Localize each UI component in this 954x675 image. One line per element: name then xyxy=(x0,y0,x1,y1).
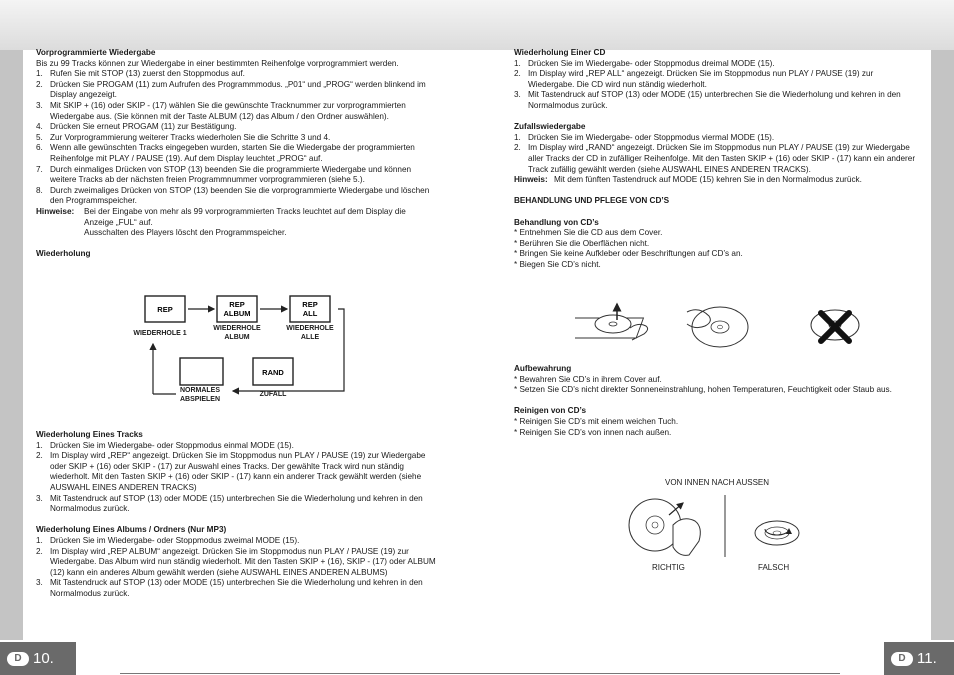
page-number-right xyxy=(884,642,954,675)
page-number-left xyxy=(0,642,76,675)
section-title-repeat-cd: Wiederholung Einer CD xyxy=(514,48,606,57)
section-title-care: BEHANDLUNG UND PFLEGE VON CD’S xyxy=(514,196,670,206)
list-item-text: Zur Vorprogrammierung weiterer Tracks wiederholen Sie die Schritte 3 und 4. xyxy=(50,132,331,142)
list-item-text: Mit Tastendruck auf STOP (13) oder MODE (15) unterbrechen Sie die Wiederholung und kehren in den Normalmodus zurück. xyxy=(50,578,423,598)
programmed-intro: Bis zu 99 Tracks können zur Wiedergabe in einer bestimmten Reihenfolge vorprogrammiert werden. xyxy=(36,58,399,68)
box-rep-album-text-1: REP xyxy=(229,300,245,309)
list-item-number: 2. xyxy=(36,451,43,461)
repeat-album-steps xyxy=(36,536,436,600)
list-item-text: Mit Tastendruck auf STOP (13) oder MODE (15) unterbrechen Sie die Wiederholung und kehren in den Normalmodus zurück. xyxy=(528,90,901,110)
section-title-handling: Behandlung von CD’s xyxy=(514,217,599,227)
list-item-text: Drücken Sie im Wiedergabe- oder Stoppmodus viermal MODE (15). xyxy=(528,132,775,142)
box-rep-album-text-2: ALBUM xyxy=(223,309,251,318)
list-item xyxy=(514,90,918,111)
list-item-number: 6. xyxy=(36,143,43,153)
wrong-cleaning-illustration xyxy=(755,521,799,545)
cd-removal-illustration xyxy=(575,304,648,340)
list-item-text: Drücken Sie im Wiedergabe- oder Stoppmodus dreimal MODE (15). xyxy=(528,58,775,68)
list-item-number: 5. xyxy=(36,132,43,142)
bullet-item: * Bringen Sie keine Aufkleber oder Beschriftungen auf CD’s an. xyxy=(514,249,743,259)
list-item-number: 3. xyxy=(36,100,43,110)
box-rep-all-text-1: REP xyxy=(302,300,318,309)
section-title-repeat-track: Wiederholung Eines Tracks xyxy=(36,430,143,439)
language-badge-left: D xyxy=(7,652,29,666)
label-repeat-album: WIEDERHOLE ALBUM xyxy=(213,325,261,341)
list-item xyxy=(36,69,436,80)
list-item xyxy=(514,143,918,175)
list-item xyxy=(36,186,436,207)
list-item-text: Im Display wird „REP“ angezeigt. Drücken Sie im Stoppmodus nun PLAY / PAUSE (19) zur Wiedergabe oder SKIP + (16) oder SKIP - (17) zur Auswahl eines Tracks. Der gewählte Track wird nun ständig wiederholt. Mit den Tasten SKIP + (16) oder SKIP - (17) kann ein anderer Track gewählt werden (siehe AUSWAHL EINES ANDEREN TRACKS) xyxy=(50,451,426,492)
list-item-text: Drücken Sie erneut PROGAM (11) zur Bestätigung. xyxy=(50,122,237,132)
label-wrong: FALSCH xyxy=(758,563,790,572)
label-repeat-1: WIEDERHOLE 1 xyxy=(133,330,187,337)
list-item-text: Drücken Sie im Wiedergabe- oder Stoppmodus zweimal MODE (15). xyxy=(50,535,300,545)
header-bar xyxy=(0,0,954,50)
programmed-steps xyxy=(36,69,436,207)
list-item-text: Drücken Sie PROGAM (11) zum Aufrufen des Programmmodus. „P01“ und „PROG“ werden blinkend im Display angezeigt. xyxy=(50,79,426,100)
list-item xyxy=(514,133,918,144)
note-text-2: Ausschalten des Players löscht den Programmspeicher. xyxy=(84,228,287,238)
bullet-item: * Bewahren Sie CD’s in ihrem Cover auf. xyxy=(514,374,662,384)
list-item-number: 2. xyxy=(514,143,521,153)
list-item xyxy=(514,59,918,70)
list-item xyxy=(36,101,436,122)
list-item xyxy=(36,441,436,452)
list-item-number: 1. xyxy=(36,535,43,545)
cd-hold-illustration xyxy=(687,307,748,347)
list-item-number: 7. xyxy=(36,164,43,174)
note-label-random: Hinweis: xyxy=(514,175,548,185)
list-item-number: 2. xyxy=(514,69,521,79)
list-item-number: 1. xyxy=(36,69,43,79)
bullet-item: * Biegen Sie CD’s nicht. xyxy=(514,259,601,269)
list-item-text: Wenn alle gewünschten Tracks eingegeben wurden, starten Sie die Wiedergabe der programmierten Reihenfolge mit PLAY / PAUSE (19). Auf dem Display leuchtet „PROG“ auf. xyxy=(50,143,415,163)
bullet-item: * Reinigen Sie CD’s von innen nach außen. xyxy=(514,427,672,437)
list-item-number: 1. xyxy=(514,132,521,142)
cd-do-not-bend-illustration xyxy=(811,310,859,341)
list-item-text: Im Display wird „REP ALBUM“ angezeigt. Drücken Sie im Stoppmodus nun PLAY / PAUSE (19) zur Wiedergabe. Das Album wird nun ständig wiederholt. Mit den Tasten SKIP + (16), SKIP - (17) oder ALBUM (12) kann ein anderes Album gewählt werden (siehe AUSWAHL EINES ANDEREN ALBUMS) xyxy=(50,546,436,577)
left-column-top xyxy=(36,48,436,260)
repeat-track-steps xyxy=(36,441,436,515)
section-title-programmed: Vorprogrammierte Wiedergabe xyxy=(36,48,156,57)
list-item xyxy=(36,536,436,547)
right-margin-bar xyxy=(931,50,954,640)
random-steps xyxy=(514,133,918,175)
list-item-number: 4. xyxy=(36,122,43,132)
note-text-1: Bei der Eingabe von mehr als 99 vorprogrammierten Tracks leuchtet auf dem Display die Anzeige „FUL“ auf. xyxy=(84,206,406,227)
repeat-cd-steps xyxy=(514,59,918,112)
section-title-repeat: Wiederholung xyxy=(36,249,91,259)
list-item-text: Rufen Sie mit STOP (13) zuerst den Stoppmodus auf. xyxy=(50,69,245,79)
page-number-left-text: 10. xyxy=(33,650,54,667)
list-item xyxy=(36,494,436,515)
programmed-note xyxy=(36,207,436,228)
list-item-text: Mit SKIP + (16) oder SKIP - (17) wählen Sie die gewünschte Tracknummer zur vorprogrammierten Wiedergabe aus. (Sie können mit der Taste ALBUM (12) das Album / den Ordner auswählen). xyxy=(50,100,406,121)
note-text-random: Mit dem fünften Tastendruck auf MODE (15) kehren Sie in den Normalmodus zurück. xyxy=(554,175,862,185)
bullet-item: * Reinigen Sie CD’s mit einem weichen Tuch. xyxy=(514,416,679,426)
list-item-text: Im Display wird „REP ALL“ angezeigt. Drücken Sie im Stoppmodus nun PLAY / PAUSE (19) zur Wiedergabe. Die CD wird nun ständig wiederholt. xyxy=(528,69,874,89)
list-item-text: Durch einmaliges Drücken von STOP (13) beenden Sie die programmierte Wiedergabe und können weitere Tracks ab der nächsten freien Programmnummer vorprogrammieren (siehe 5.). xyxy=(50,164,412,185)
box-rep-text: REP xyxy=(157,305,173,314)
cd-handling-illustrations xyxy=(575,300,865,355)
list-item-number: 3. xyxy=(36,578,43,588)
list-item xyxy=(36,547,436,579)
list-item xyxy=(36,122,436,133)
list-item-number: 2. xyxy=(36,79,43,89)
cd-cleaning-illustration xyxy=(625,493,805,558)
label-random: ZUFALL xyxy=(259,391,287,398)
list-item xyxy=(36,80,436,101)
list-item-number: 2. xyxy=(36,546,43,556)
list-item xyxy=(36,578,436,599)
left-margin-bar xyxy=(0,50,23,640)
section-title-random: Zufallswiedergabe xyxy=(514,122,586,132)
note-label: Hinweise: xyxy=(36,206,75,216)
list-item xyxy=(514,69,918,90)
list-item-text: Durch zweimaliges Drücken von STOP (13) beenden Sie die vorprogrammierte Wiedergabe und löschen den Programmspeicher. xyxy=(50,185,430,206)
bullet-item: * Berühren Sie die Oberflächen nicht. xyxy=(514,238,650,248)
list-item xyxy=(36,143,436,164)
list-item-number: 8. xyxy=(36,185,43,195)
storage-list xyxy=(514,375,918,396)
label-normal-play: NORMALES ABSPIELEN xyxy=(179,387,221,403)
footer-rule xyxy=(120,673,840,674)
cleaning-list xyxy=(514,417,918,438)
list-item-text: Mit Tastendruck auf STOP (13) oder MODE (15) unterbrechen Sie die Wiederholung und kehren in den Normalmodus zurück. xyxy=(50,493,423,514)
display-box-normal xyxy=(180,358,223,385)
box-rand-text: RAND xyxy=(262,368,284,377)
box-rep-all-text-2: ALL xyxy=(302,309,318,318)
bullet-item: * Entnehmen Sie die CD aus dem Cover. xyxy=(514,228,663,238)
clean-caption: VON INNEN NACH AUSSEN xyxy=(665,478,770,487)
label-correct: RICHTIG xyxy=(652,563,685,572)
section-title-repeat-album: Wiederholung Eines Albums / Ordners (Nur MP3) xyxy=(36,525,227,535)
right-column-top xyxy=(514,48,918,270)
bullet-item: * Setzen Sie CD’s nicht direkter Sonneneinstrahlung, hohen Temperaturen, Feuchtigkeit oder Staub aus. xyxy=(514,385,892,395)
list-item-number: 3. xyxy=(514,90,521,100)
correct-cleaning-illustration xyxy=(629,499,700,555)
list-item-number: 1. xyxy=(36,440,43,450)
list-item-number: 3. xyxy=(36,493,43,503)
list-item xyxy=(36,451,436,493)
language-badge-right: D xyxy=(891,652,913,666)
section-title-cleaning: Reinigen von CD’s xyxy=(514,406,587,416)
list-item xyxy=(36,165,436,186)
label-repeat-all: WIEDERHOLE ALLE xyxy=(286,325,334,341)
repeat-mode-diagram xyxy=(110,292,350,407)
handling-list xyxy=(514,228,918,270)
list-item-text: Drücken Sie im Wiedergabe- oder Stoppmodus einmal MODE (15). xyxy=(50,440,294,450)
list-item xyxy=(36,133,436,144)
left-column-bottom xyxy=(36,430,436,600)
section-title-storage: Aufbewahrung xyxy=(514,364,572,373)
page-number-right-text: 11. xyxy=(917,650,937,667)
random-note xyxy=(514,175,918,186)
right-column-bottom xyxy=(514,364,918,438)
list-item-text: Im Display wird „RAND“ angezeigt. Drücken Sie im Stoppmodus nun PLAY / PAUSE (19) zur Wiedergabe aller Tracks der CD in zufälliger Reihenfolge. Mit den Tasten SKIP + (16) oder SKIP - (17) kann ein anderer Track zufällig gewählt werden (siehe AUSWAHL EINES ANDEREN TRACKS). xyxy=(528,143,916,174)
list-item-number: 1. xyxy=(514,58,521,68)
